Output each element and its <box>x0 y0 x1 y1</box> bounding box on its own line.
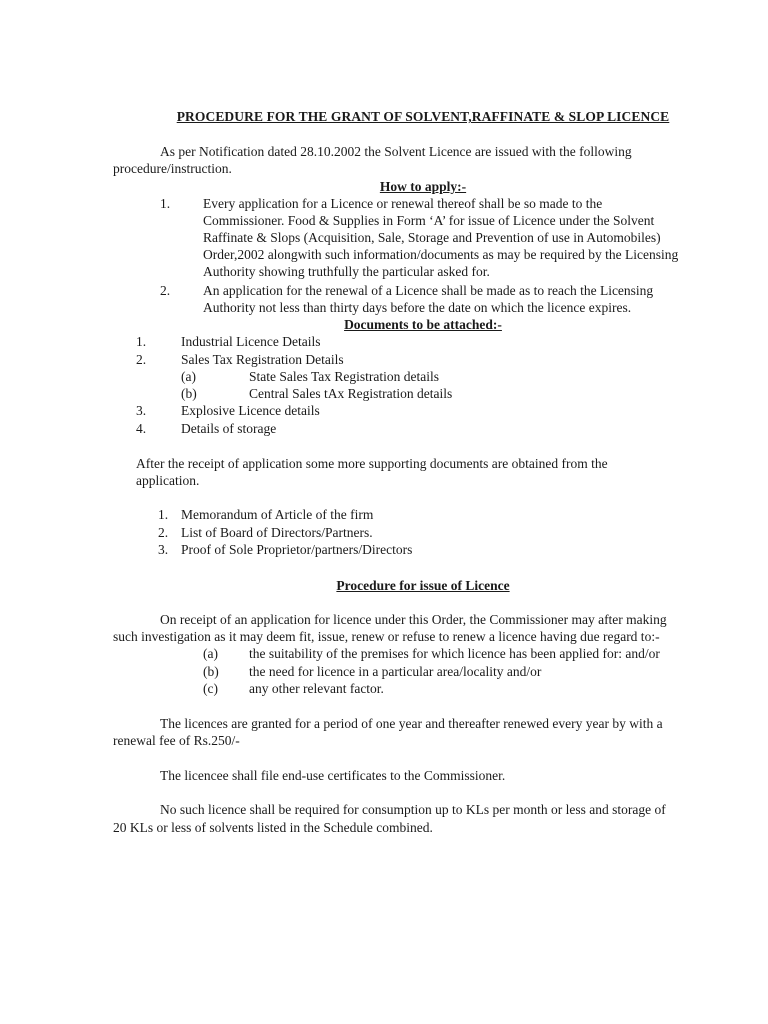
doc-item-text: Explosive Licence details <box>181 403 320 418</box>
procedure-line-1: On receipt of an application for licence under this Order, the Commissioner may after making <box>160 612 667 627</box>
supporting-doc-number: 2. <box>158 525 169 540</box>
end-use-paragraph: The licencee shall file end-use certificates to the Commissioner. <box>160 768 506 783</box>
doc-item-number: 2. <box>136 352 147 367</box>
regard-item-label: (c) <box>203 681 218 696</box>
apply-item-2-number: 2. <box>160 283 171 298</box>
doc-subitem-text: State Sales Tax Registration details <box>249 369 440 384</box>
grant-period-line-1: The licences are granted for a period of one year and thereafter renewed every year by with a <box>160 716 663 731</box>
supporting-doc-number: 1. <box>158 507 169 522</box>
doc-item-number: 3. <box>136 403 147 418</box>
supporting-doc-text: List of Board of Directors/Partners. <box>181 525 373 540</box>
how-to-apply-heading: How to apply:- <box>379 179 467 194</box>
apply-item-1-line: Commissioner. Food & Supplies in Form ‘A’ for issue of Licence under the Solvent <box>203 213 655 228</box>
apply-item-1-number: 1. <box>160 196 171 211</box>
apply-item-1-line: Order,2002 alongwith such information/documents as may be required by the Licensing <box>203 247 679 262</box>
regard-item-label: (b) <box>203 664 219 679</box>
no-licence-line-2: 20 KLs or less of solvents listed in the Schedule combined. <box>113 820 433 835</box>
apply-item-2-line: An application for the renewal of a Licence shall be made as to reach the Licensing <box>203 283 654 298</box>
regard-item-text: the suitability of the premises for which licence has been applied for: and/or <box>249 646 660 661</box>
intro-line-2: procedure/instruction. <box>113 161 232 176</box>
doc-item-text: Industrial Licence Details <box>181 334 321 349</box>
apply-item-1-line: Every application for a Licence or renewal thereof shall be so made to the <box>203 196 603 211</box>
apply-item-1-line: Authority showing truthfully the particular asked for. <box>203 264 490 279</box>
grant-period-line-2: renewal fee of Rs.250/- <box>113 733 240 748</box>
doc-item-text: Details of storage <box>181 421 277 436</box>
procedure-line-2: such investigation as it may deem fit, issue, renew or refuse to renew a licence having due regard to:- <box>113 629 660 644</box>
intro-line-1: As per Notification dated 28.10.2002 the Solvent Licence are issued with the following <box>160 144 632 159</box>
doc-subitem-label: (a) <box>181 369 196 384</box>
apply-item-2-line: Authority not less than thirty days before the date on which the licence expires. <box>203 300 632 315</box>
supporting-doc-number: 3. <box>158 542 169 557</box>
apply-item-1-line: Raffinate & Slops (Acquisition, Sale, Storage and Prevention of use in Automobiles) <box>203 230 661 245</box>
supporting-doc-text: Proof of Sole Proprietor/partners/Directors <box>181 542 413 557</box>
doc-subitem-text: Central Sales tAx Registration details <box>249 386 453 401</box>
apply-item-1-text <box>203 195 734 280</box>
regard-item-text: the need for licence in a particular area/locality and/or <box>249 664 542 679</box>
supporting-doc-text: Memorandum of Article of the firm <box>181 507 374 522</box>
apply-item-2-text <box>203 282 734 316</box>
no-licence-line-1: No such licence shall be required for consumption up to KLs per month or less and storage of <box>160 802 666 817</box>
doc-item-number: 4. <box>136 421 147 436</box>
after-receipt-line-1: After the receipt of application some more supporting documents are obtained from the <box>136 456 608 471</box>
regard-item-text: any other relevant factor. <box>249 681 384 696</box>
doc-subitem-label: (b) <box>181 386 197 401</box>
after-receipt-line-2: application. <box>136 473 200 488</box>
doc-item-text: Sales Tax Registration Details <box>181 352 344 367</box>
documents-heading: Documents to be attached:- <box>344 317 502 332</box>
doc-item-number: 1. <box>136 334 147 349</box>
regard-item-label: (a) <box>203 646 218 661</box>
document-title: PROCEDURE FOR THE GRANT OF SOLVENT,RAFFINATE & SLOP LICENCE <box>176 109 670 124</box>
procedure-heading: Procedure for issue of Licence <box>336 578 510 593</box>
